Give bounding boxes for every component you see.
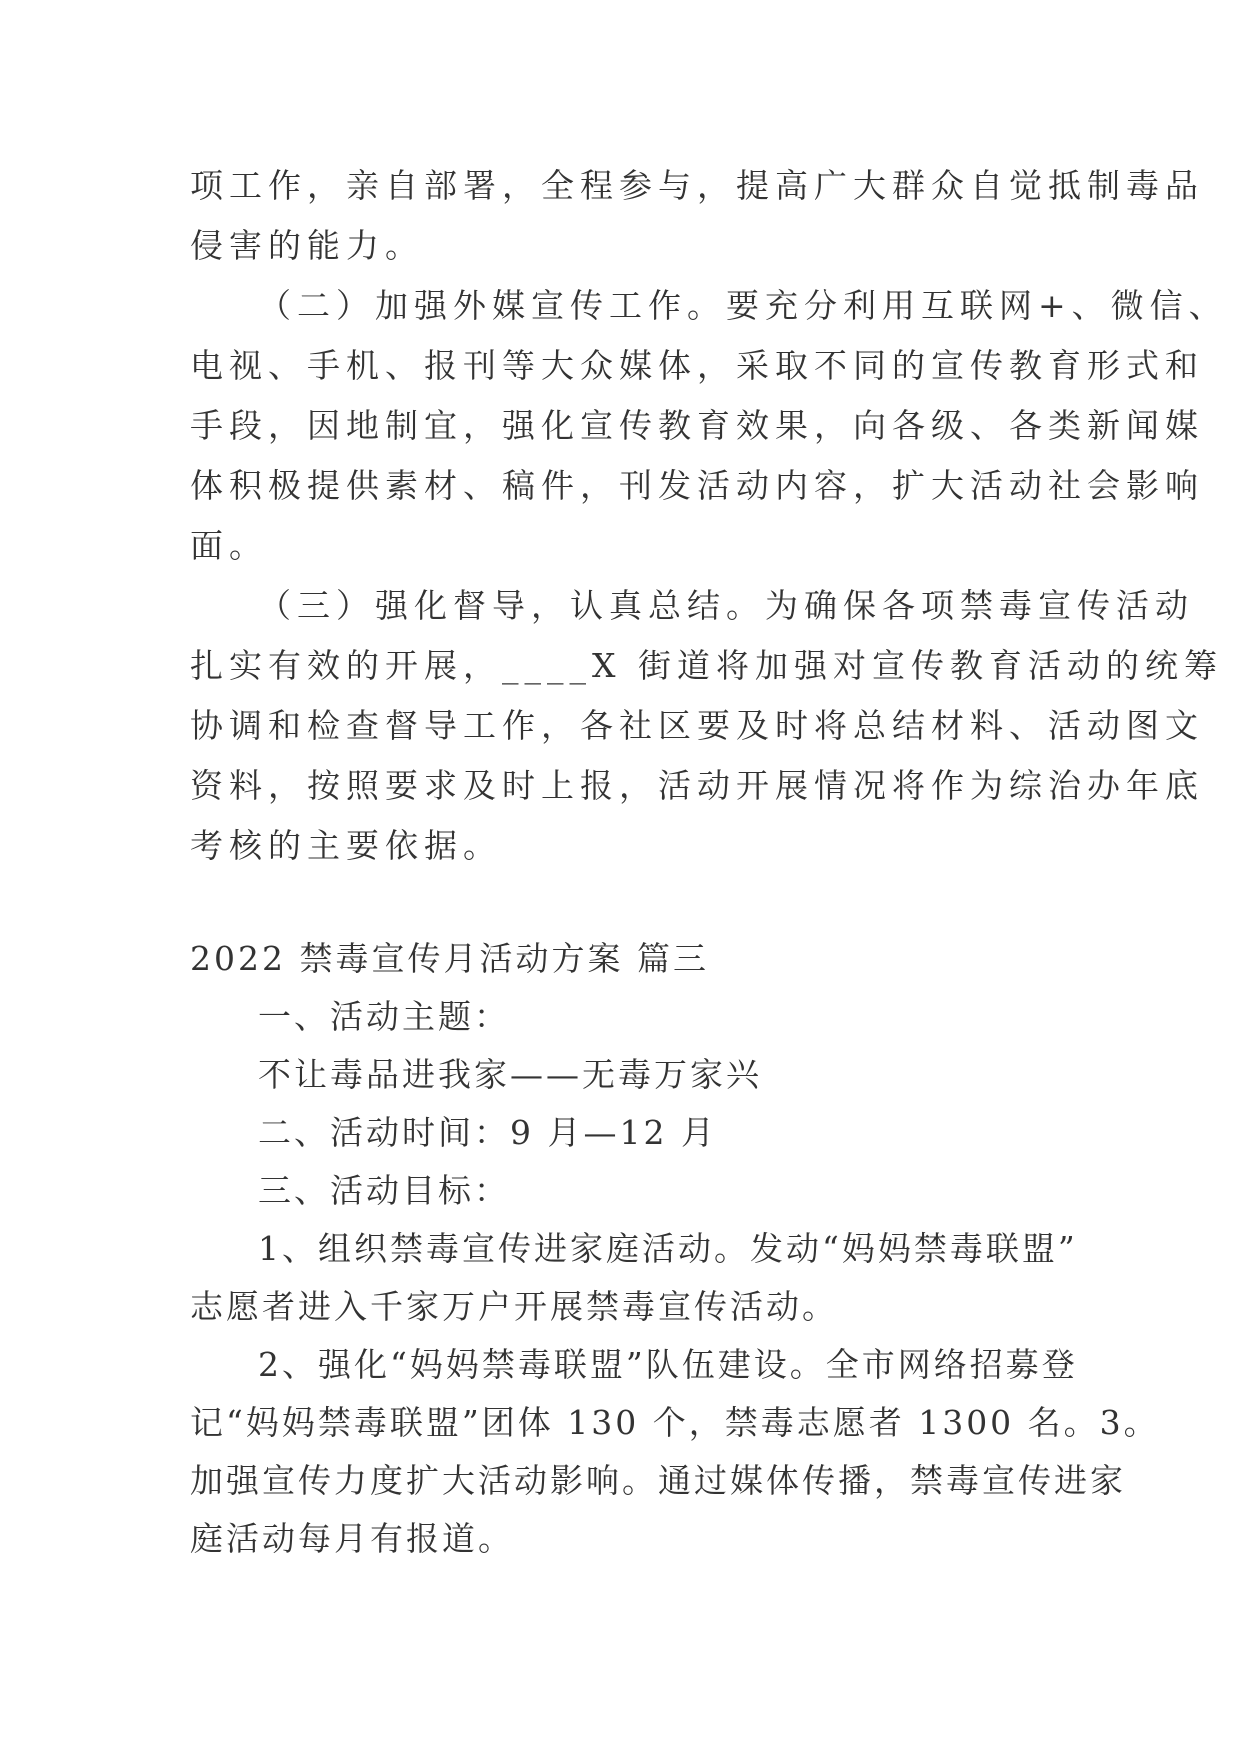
paragraph-line: 三、活动目标： xyxy=(258,1171,510,1210)
paragraph-line: 手段，因地制宜，强化宣传教育效果，向各级、各类新闻媒 xyxy=(190,406,1204,445)
paragraph-line: 2、强化“妈妈禁毒联盟”队伍建设。全市网络招募登 xyxy=(258,1345,1078,1384)
paragraph-line: 不让毒品进我家——无毒万家兴 xyxy=(258,1055,762,1094)
paragraph-line: 记“妈妈禁毒联盟”团体 130 个，禁毒志愿者 1300 名。3。 xyxy=(190,1403,1160,1442)
paragraph-line: 体积极提供素材、稿件，刊发活动内容，扩大活动社会影响 xyxy=(190,466,1204,505)
paragraph-line: 侵害的能力。 xyxy=(190,226,424,265)
paragraph-line: 1、组织禁毒宣传进家庭活动。发动“妈妈禁毒联盟” xyxy=(258,1229,1078,1268)
paragraph-line: 资料，按照要求及时上报，活动开展情况将作为综治办年底 xyxy=(190,766,1204,805)
paragraph-line: 扎实有效的开展，____X 街道将加强对宣传教育活动的统筹 xyxy=(190,646,1223,685)
paragraph-line: 考核的主要依据。 xyxy=(190,826,502,865)
paragraph-line: （三）强化督导，认真总结。为确保各项禁毒宣传活动 xyxy=(258,586,1194,625)
paragraph-line: （二）加强外媒宣传工作。要充分利用互联网+、微信、 xyxy=(258,286,1228,325)
paragraph-line: 二、活动时间：9 月—12 月 xyxy=(258,1113,717,1152)
section-plan-part-three xyxy=(190,930,1160,1568)
paragraph-line: 面。 xyxy=(190,526,268,565)
paragraph-line: 加强宣传力度扩大活动影响。通过媒体传播，禁毒宣传进家 xyxy=(190,1461,1126,1500)
paragraph-line: 庭活动每月有报道。 xyxy=(190,1519,514,1558)
paragraph-line: 电视、手机、报刊等大众媒体，采取不同的宣传教育形式和 xyxy=(190,346,1204,385)
paragraph-line: 协调和检查督导工作，各社区要及时将总结材料、活动图文 xyxy=(190,706,1204,745)
paragraph-line: 志愿者进入千家万户开展禁毒宣传活动。 xyxy=(190,1287,838,1326)
paragraph-line: 项工作，亲自部署，全程参与，提高广大群众自觉抵制毒品 xyxy=(190,166,1204,205)
section-previous-plan xyxy=(190,156,1228,876)
paragraph-line: 一、活动主题： xyxy=(258,997,510,1036)
section-heading: 2022 禁毒宣传月活动方案 篇三 xyxy=(190,939,709,978)
